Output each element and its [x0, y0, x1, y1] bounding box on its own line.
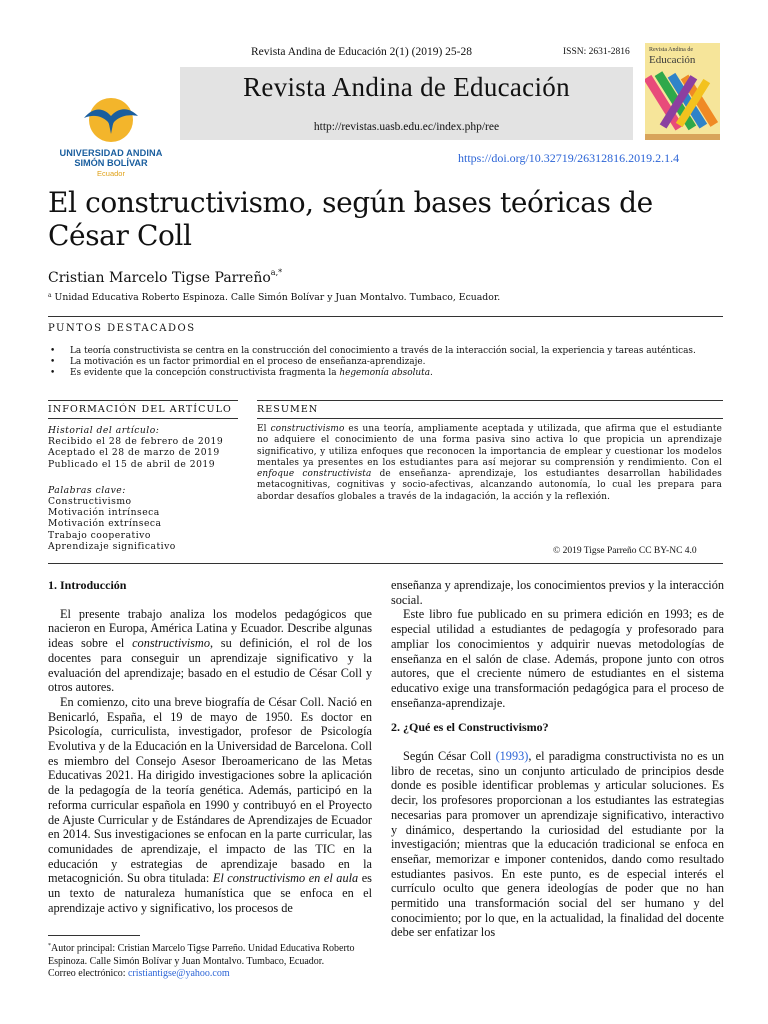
email-link[interactable]: cristiantigse@yahoo.com: [127, 968, 230, 980]
divider: [257, 400, 723, 401]
section-heading: 1. Introducción: [48, 578, 127, 592]
text-run: Según César Coll: [403, 749, 496, 764]
text-run: , el paradigma constructivista no es un libro de recetas, sino un conjunto articulado de principios desde donde es posible identificar problemas y articular soluciones. Es decir, los profesores proporcionan a los estudiantes las estrategias necesarias para promover un aprendizaje significativo, interactivo y dinámico, despertando la curiosidad del estudiante por la investigación; mientras que la educación tradicional se enfoca en enseñar, memorizar e imponer contenidos, dando como resultado estudiantes pasivos. En este punto, es de especial interés el currículo oculto que genera ideologías de poder que no han permitido una transformación social del ser humano y del conocimiento; por lo que, en la actualidad, la finalidad del docente debe ser enfatizar los: [391, 749, 725, 940]
cover-stripes-graphic: [645, 43, 720, 140]
keyword: Motivación intrínseca: [48, 507, 160, 519]
highlight-item: • La teoría constructivista se centra en la construcción del conocimiento a través de la interacción social, la experiencia y tareas auténticas.: [48, 346, 728, 357]
keyword: Constructivismo: [48, 496, 132, 508]
text-emphasis: El constructivismo en el aula: [212, 871, 359, 886]
condor-sun-icon: [76, 94, 146, 146]
highlight-text: Es evidente que la concepción constructivista fragmenta la: [70, 368, 340, 378]
doi-link[interactable]: https://doi.org/10.32719/26312816.2019.2.1.4: [458, 151, 680, 165]
body-paragraph: [391, 749, 724, 940]
journal-banner: [180, 67, 633, 140]
text-run: , su definición, el rol de los docentes para conseguir un aprendizaje significativo y la evaluación del aprendizaje; basado en el estudio de César Coll y otros autores.: [48, 636, 373, 695]
history-label: Historial del artículo:: [48, 425, 160, 436]
affiliation-text: Unidad Educativa Roberto Espinoza. Calle Simón Bolívar y Juan Montalvo. Tumbaco, Ecuador.: [54, 292, 501, 303]
body-paragraph: Este libro fue publicado en su primera edición en 1993; es de especial utilidad a estudiantes de pedagogía y profesorado para ampliar los conocimientos y adquirir nuevas metodologías de enseñanza en el salón de clase. Además, propone junto con otros autores, que el creciente número de estudiantes en el sistema educativo exige una transformación pedagógica para el proceso de enseñanza-aprendizaje.: [391, 607, 724, 710]
divider: [48, 418, 238, 419]
footnote-divider: [48, 935, 140, 936]
abstract-run: de enseñanza- aprendizaje, los estudiantes desarrollan habilidades metacognitivas, cognitivas y socio-afectivas, alcanzando autonomía, lo cual les prepara para abordar desafíos globales a través de la indagación, la acción y la reflexión.: [257, 469, 722, 502]
journal-title: Revista Andina de Educación: [243, 72, 570, 102]
body-left-column: [48, 578, 372, 915]
university-logo: [48, 94, 174, 178]
abstract-emphasis: enfoque constructivista: [257, 469, 372, 480]
logo-line-1: UNIVERSIDAD ANDINA: [59, 148, 163, 158]
body-right-column: [391, 578, 724, 940]
journal-url[interactable]: http://revistas.uasb.edu.ec/index.php/ree: [313, 121, 500, 133]
published-date: Publicado el 15 de abril de 2019: [48, 458, 216, 470]
article-info: [48, 425, 248, 552]
author-mark: a,*: [270, 268, 283, 277]
author-name: Cristian Marcelo Tigse Parreño: [48, 270, 271, 286]
article-info-heading: INFORMACIÓN DEL ARTÍCULO: [48, 404, 232, 415]
divider: [48, 316, 723, 317]
footnote: [48, 940, 368, 981]
body-paragraph: [48, 695, 372, 916]
logo-line-2: SIMÓN BOLÍVAR: [74, 158, 148, 168]
journal-cover-thumbnail: [645, 43, 720, 140]
cover-big-title: Educación: [649, 54, 696, 66]
accepted-date: Aceptado el 28 de marzo de 2019: [48, 447, 220, 459]
author-line: [48, 268, 282, 286]
abstract-heading: RESUMEN: [257, 404, 319, 415]
issn: ISSN: 2631-2816: [563, 47, 630, 57]
text-run: El presente trabajo analiza los modelos pedagógicos que nacieron en Europa, América Latina y Ecuador. Describe algunas ideas sobre el: [48, 606, 372, 651]
highlight-text: .: [429, 368, 433, 378]
highlights-heading: PUNTOS DESTACADOS: [48, 323, 196, 334]
text-run: es un texto de naturaleza humanística que se enfoca en el aprendizaje activo y significativo, los procesos de: [48, 871, 372, 915]
text-emphasis: constructivismo: [132, 636, 210, 651]
abstract-text: [257, 424, 722, 503]
email-label: Correo electrónico:: [48, 968, 128, 980]
footnote-mark: *: [48, 943, 51, 949]
abstract-run: El: [257, 424, 271, 434]
divider: [48, 400, 238, 401]
highlight-item: • La motivación es un factor primordial en el proceso de enseñanza-aprendizaje.: [48, 357, 728, 368]
cover-small-title: Revista Andina de: [649, 47, 693, 53]
divider: [257, 418, 723, 419]
affiliation-line: [48, 292, 500, 303]
body-paragraph: [48, 607, 372, 695]
abstract-emphasis: constructivismo: [270, 424, 345, 434]
keyword: Motivación extrínseca: [48, 518, 162, 530]
footnote-text: Autor principal: Cristian Marcelo Tigse Parreño. Unidad Educativa Roberto Espinoza. Calle Simón Bolívar y Juan Montalvo. Tumbaco, Ecuador.: [48, 943, 355, 967]
text-run: En comienzo, cito una breve biografía de César Coll. Nació en Benicarló, España, el 19 de mayo de 1950. Es doctor en Psicología, curriculista, investigador, profesor de Psicología Evolutiva y de la Educación en la Universidad de Barcelona. Coll es miembro del Consejo Asesor Iberoamericano de las Metas Educativas 2021. Ha dirigido investigaciones sobre la aplicación de la pedagogía de la teoría genética. Además, participó en la reforma curricular española en 1990 y contribuyó en el Proyecto de Ajuste Curricular y de Estándares de Aprendizajes de Ecuador en 2014. Sus investigaciones se enfocan en la parte curricular, las comunidades de aprendizaje, el impacto de las TIC en la educación y estrategias de aprendizaje basado en la metacognición. Su obra titulada:: [48, 694, 372, 886]
highlight-emphasis: hegemonía absoluta: [339, 368, 430, 378]
keywords-label: Palabras clave:: [48, 484, 126, 496]
affiliation-mark: a: [48, 292, 52, 299]
body-paragraph-continued: enseñanza y aprendizaje, los conocimientos previos y la interacción social.: [391, 578, 724, 607]
cover-footer-band: [645, 134, 720, 140]
keyword: Aprendizaje significativo: [48, 540, 176, 552]
citation-link[interactable]: (1993): [495, 749, 529, 764]
copyright-notice: © 2019 Tigse Parreño CC BY-NC 4.0: [553, 546, 697, 556]
article-title: El constructivismo, según bases teóricas de César Coll: [48, 186, 653, 252]
journal-citation: Revista Andina de Educación 2(1) (2019) 25-28: [251, 46, 472, 58]
keyword: Trabajo cooperativo: [48, 529, 151, 541]
logo-line-3: Ecuador: [97, 169, 125, 178]
received-date: Recibido el 28 de febrero de 2019: [48, 436, 224, 448]
abstract-run: es una teoría, ampliamente aceptada y utilizada, que afirma que el estudiante no adquiere el conocimiento de una forma pasiva sino activa lo que propicia un aprendizaje significativo, y utiliza enfoques que reconocen la importancia de emplear y cuestionar los modelos mentales ya presentes en los estudiantes para así mejorar su comprensión y rendimiento. Con el: [257, 424, 723, 468]
section-heading: 2. ¿Qué es el Constructivismo?: [391, 720, 549, 735]
divider: [48, 563, 723, 564]
highlights-list: [48, 346, 728, 379]
highlight-item: [48, 368, 728, 379]
